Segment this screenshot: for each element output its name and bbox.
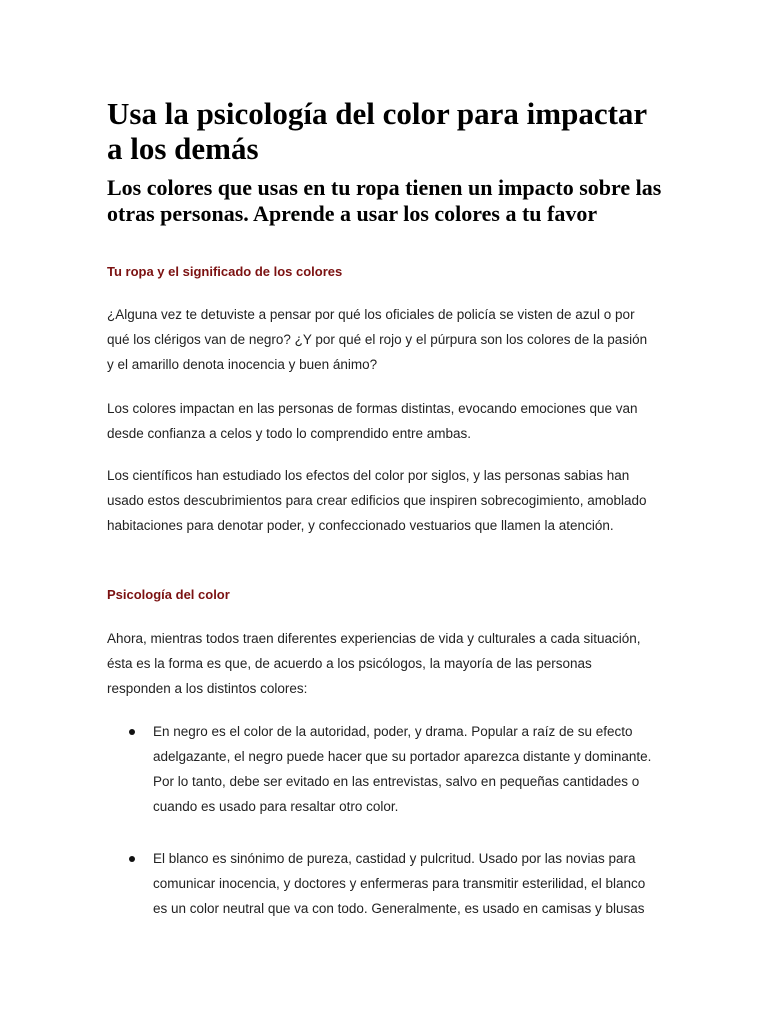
section-heading-color-psychology: Psicología del color [107,587,230,602]
list-item-white [107,846,662,921]
list-item-black-text: En negro es el color de la autoridad, poder, y drama. Popular a raíz de su efecto adelgazante, el negro puede hacer que su portador aparezca distante y dominante. Por lo tanto, debe ser evitado en las entrevistas, salvo en pequeñas cantidades o cuando es usado para resaltar otro color. [153,724,652,814]
bullet-dot-icon [129,856,135,862]
list-item-white-text: El blanco es sinónimo de pureza, castidad y pulcritud. Usado por las novias para comunicar inocencia, y doctores y enfermeras para transmitir esterilidad, el blanco es un color neutral que va con todo. Generalmente, es usado en camisas y blusas [153,851,646,916]
article-subtitle: Los colores que usas en tu ropa tienen un impacto sobre las otras personas. Aprende a usar los colores a tu favor [107,175,662,226]
paragraph-psychologists: Ahora, mientras todos traen diferentes experiencias de vida y culturales a cada situación, ésta es la forma es que, de acuerdo a los psicólogos, la mayoría de las personas responden a los distintos colores: [107,631,641,696]
color-meanings-list [107,719,662,921]
bullet-dot-icon [129,729,135,735]
list-item-black [107,719,662,819]
article-title: Usa la psicología del color para impactar a los demás [107,96,647,166]
paragraph-scientists: Los científicos han estudiado los efectos del color por siglos, y las personas sabias han usado estos descubrimientos para crear edificios que inspiren sobrecogimiento, amoblado habitaciones para denotar poder, y confeccionado vestuarios que llamen la atención. [107,468,647,533]
section-heading-clothing-meaning: Tu ropa y el significado de los colores [107,264,343,279]
paragraph-color-impact: Los colores impactan en las personas de formas distintas, evocando emociones que van desde confianza a celos y todo lo comprendido entre ambas. [107,401,638,441]
paragraph-intro-question: ¿Alguna vez te detuviste a pensar por qué los oficiales de policía se visten de azul o por qué los clérigos van de negro? ¿Y por qué el rojo y el púrpura son los colores de la pasión y el amarillo denota inocencia y buen ánimo? [107,307,648,372]
